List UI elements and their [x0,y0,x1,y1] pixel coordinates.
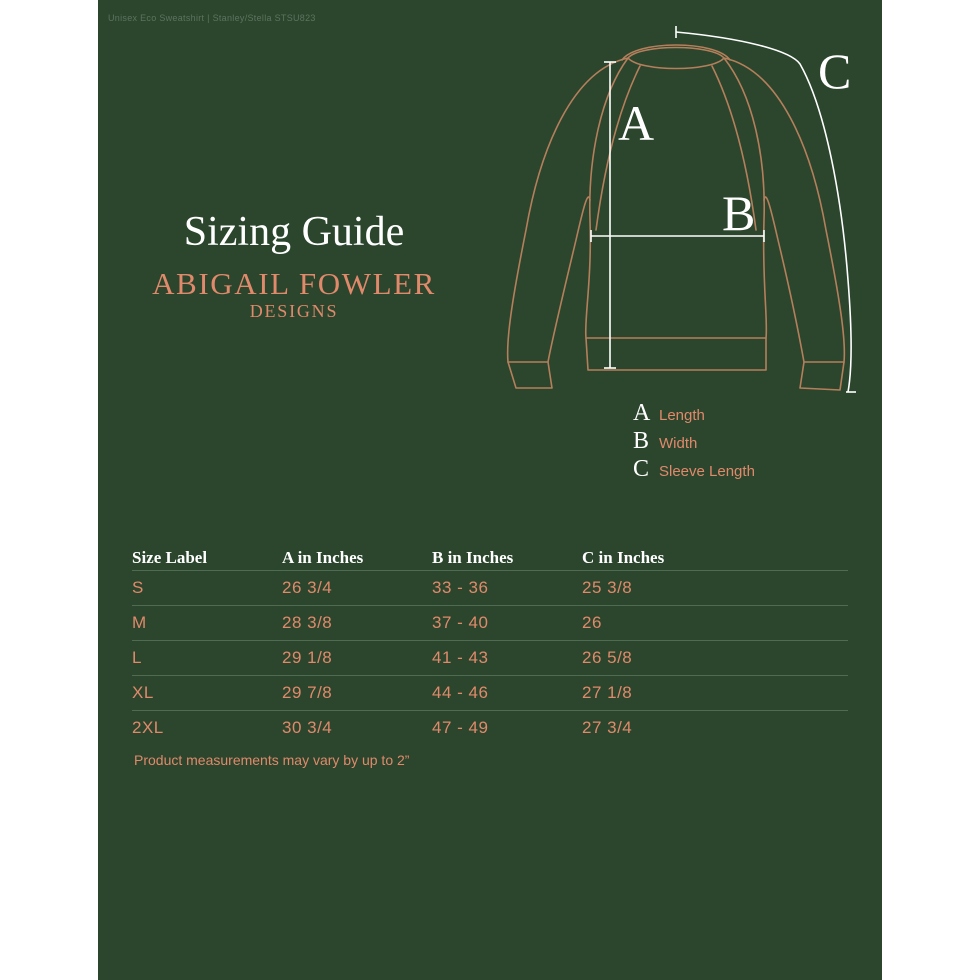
size-label-cell: L [132,641,282,676]
legend-label: Length [659,407,705,424]
size-table [132,540,848,745]
column-header: A in Inches [282,540,432,571]
length-cell: 30 3/4 [282,718,333,737]
length-cell: 26 3/4 [282,571,432,606]
sleeve-length-cell: 26 5/8 [582,641,848,676]
column-header: Size Label [132,540,282,571]
column-header: C in Inches [582,540,848,571]
sleeve-length-cell: 27 3/4 [582,718,633,737]
page-title: Sizing Guide [183,209,405,255]
size-label-cell: S [132,571,282,606]
legend-label: Width [659,435,698,452]
length-cell: 29 1/8 [282,641,432,676]
legend-letter: C [633,456,650,482]
length-cell: 29 7/8 [282,676,432,711]
sweatshirt-hem [586,338,766,370]
size-label-cell: M [132,606,282,641]
sleeve-length-cell: 26 [582,606,848,641]
length-cell: 28 3/8 [282,606,432,641]
table-header-row [132,540,848,571]
sleeve-length-cell: 27 1/8 [582,676,848,711]
brand-subtitle: DESIGNS [249,301,339,321]
measure-b-label: B [722,185,756,241]
width-cell: 41 - 43 [432,641,582,676]
legend-item [633,428,755,456]
product-line: Unisex Eco Sweatshirt | Stanley/Stella STSU823 [108,13,316,23]
brand-name: ABIGAIL FOWLER [152,266,436,301]
table-row [132,641,848,676]
measure-c-label: C [818,43,852,99]
table-row [132,606,848,641]
size-label-cell: XL [132,676,282,711]
measure-a-label: A [618,95,655,151]
legend-letter: B [633,428,650,454]
column-header: B in Inches [432,540,582,571]
measurement-legend [633,400,755,484]
sleeve-length-cell: 25 3/8 [582,571,848,606]
legend-letter: A [633,400,651,426]
size-label-cell: 2XL [132,718,164,737]
table-row [132,676,848,711]
width-cell: 47 - 49 [432,718,489,737]
legend-label: Sleeve Length [659,463,755,480]
legend-item [633,400,755,428]
table-row [132,711,848,746]
width-cell: 44 - 46 [432,676,582,711]
width-cell: 33 - 36 [432,571,582,606]
measurement-note: Product measurements may vary by up to 2” [134,752,410,768]
width-cell: 37 - 40 [432,606,582,641]
legend-item [633,456,755,484]
table-row [132,571,848,606]
sweatshirt-collar [628,48,724,69]
